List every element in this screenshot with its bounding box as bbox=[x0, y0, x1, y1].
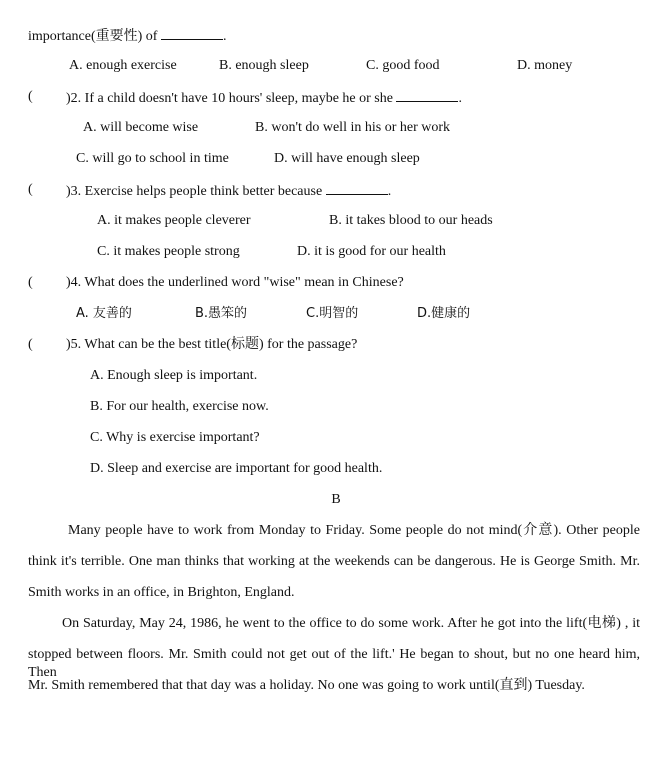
paragraph-2-line-3: Mr. Smith remembered that that day was a holiday. No one was going to work until(直到) Tuesday. bbox=[28, 678, 585, 693]
q1-option-d: D. money bbox=[517, 58, 573, 73]
paragraph-1-line-3: Smith works in an office, in Brighton, England. bbox=[28, 585, 295, 600]
q4-option-d: D.健康的 bbox=[417, 306, 471, 321]
q2-option-c: C. will go to school in time bbox=[76, 151, 229, 166]
intro-suffix: . bbox=[222, 29, 227, 44]
intro-line bbox=[28, 26, 226, 46]
paragraph-1-line-1: Many people have to work from Monday to Friday. Some people do not mind(介意). Other people bbox=[68, 523, 640, 538]
q2-option-d: D. will have enough sleep bbox=[274, 151, 420, 166]
q1-option-a: A. enough exercise bbox=[69, 58, 177, 73]
section-heading: B bbox=[331, 492, 341, 507]
question-text: )2. If a child doesn't have 10 hours' sleep, maybe he or she bbox=[66, 91, 393, 106]
answer-paren: ( bbox=[28, 182, 33, 197]
q4-option-c: C.明智的 bbox=[306, 306, 359, 321]
paragraph-2-line-2: stopped between floors. Mr. Smith could not get out of the lift.' He began to shout, but no one heard him, Then bbox=[28, 647, 640, 680]
paragraph-2-line-1: On Saturday, May 24, 1986, he went to the office to do some work. After he got into the lift(电梯) , it bbox=[62, 616, 640, 631]
q5-option-c: C. Why is exercise important? bbox=[90, 430, 260, 445]
q4-option-a: A. 友善的 bbox=[76, 306, 132, 321]
answer-blank bbox=[396, 88, 458, 102]
q3-option-c: C. it makes people strong bbox=[97, 244, 240, 259]
answer-paren: ( bbox=[28, 337, 33, 352]
question-suffix: . bbox=[387, 184, 392, 199]
intro-text: importance(重要性) of bbox=[28, 29, 158, 44]
q1-option-c: C. good food bbox=[366, 58, 440, 73]
answer-paren: ( bbox=[28, 275, 33, 290]
q5-option-a: A. Enough sleep is important. bbox=[90, 368, 258, 383]
answer-blank bbox=[161, 26, 223, 40]
q2-option-b: B. won't do well in his or her work bbox=[255, 120, 451, 135]
q5-option-b: B. For our health, exercise now. bbox=[90, 399, 269, 414]
q5-option-d: D. Sleep and exercise are important for good health. bbox=[90, 461, 383, 476]
question-text: )3. Exercise helps people think better because bbox=[66, 184, 323, 199]
q3-option-d: D. it is good for our health bbox=[297, 244, 446, 259]
q3-option-a: A. it makes people cleverer bbox=[97, 213, 251, 228]
q2-option-a: A. will become wise bbox=[83, 120, 199, 135]
question-text: )4. What does the underlined word "wise" mean in Chinese? bbox=[66, 275, 404, 290]
question-suffix: . bbox=[458, 91, 462, 106]
q4-option-b: B.愚笨的 bbox=[195, 306, 248, 321]
q3-option-b: B. it takes blood to our heads bbox=[329, 213, 493, 228]
answer-paren: ( bbox=[28, 89, 33, 104]
question-text: )5. What can be the best title(标题) for the passage? bbox=[66, 337, 358, 352]
answer-blank bbox=[326, 181, 388, 195]
paragraph-1-line-2: think it's terrible. One man thinks that working at the weekends can be dangerous. He is George Smith. Mr. bbox=[28, 554, 640, 569]
q1-option-b: B. enough sleep bbox=[219, 58, 309, 73]
